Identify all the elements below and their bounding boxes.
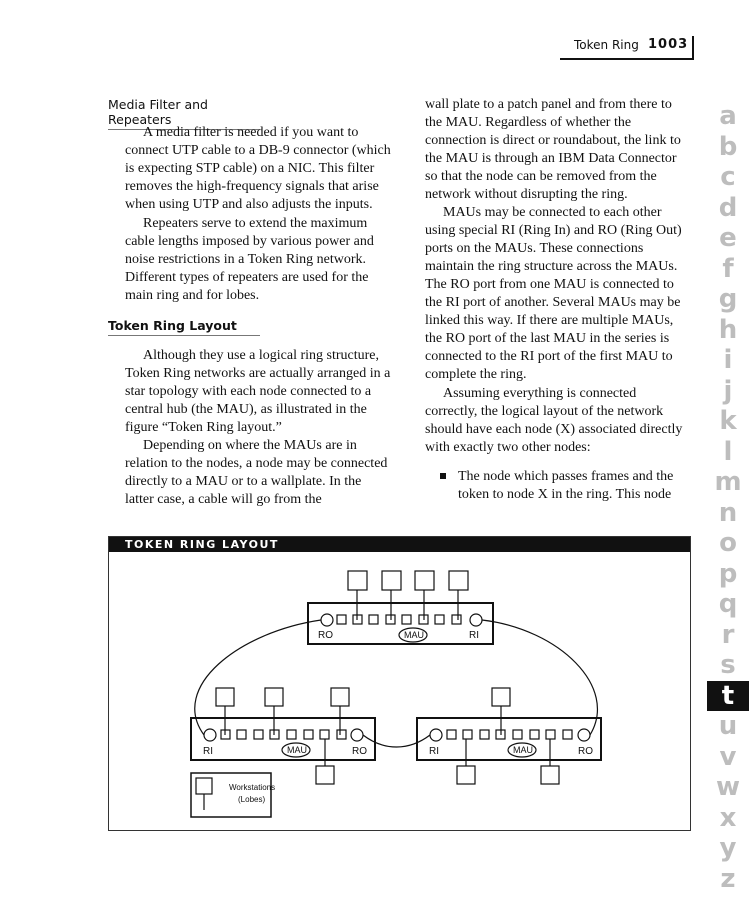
workstation	[492, 688, 510, 706]
mau-right-ri-label: RI	[429, 746, 439, 757]
legend-line2: (Lobes)	[238, 795, 266, 804]
mau-top-ro-port	[470, 614, 482, 626]
thumb-index-letter: x	[719, 802, 737, 833]
thumb-index-letter: p	[718, 558, 738, 589]
mau-top-label: MAU	[404, 630, 424, 640]
mau-top-ro-label: RO	[318, 630, 333, 641]
thumb-index-tab-g[interactable]	[707, 284, 749, 314]
mau-right-ro-label: RO	[578, 746, 593, 757]
mau-right-ri-port	[430, 729, 442, 741]
thumb-index-letter: u	[718, 711, 738, 741]
bullet-text: The node which passes frames and the token to node X in the ring. This node	[458, 469, 674, 502]
thumb-index-tab-x[interactable]	[707, 803, 749, 833]
thumb-index-letter: j	[723, 375, 733, 406]
thumb-index-letter: g	[718, 284, 738, 314]
thumb-index-tab-n[interactable]	[707, 498, 749, 528]
thumb-index-letter: m	[714, 467, 742, 497]
legend-line1: Workstations	[229, 783, 276, 792]
thumb-index-letter: i	[723, 345, 733, 375]
workstation	[265, 688, 283, 706]
thumb-index-letter: z	[720, 863, 736, 894]
thumb-index-letter: h	[718, 314, 738, 345]
mau-left-ro-label: RO	[352, 746, 367, 757]
thumb-index-tab-h[interactable]	[707, 315, 749, 345]
workstation	[415, 571, 434, 590]
thumb-index-letter: l	[723, 436, 733, 467]
thumb-index-tab-p[interactable]	[707, 559, 749, 589]
paragraph-mau-connections: MAUs may be connected to each other using special RI (Ring In) and RO (Ring Out) ports on the MAUs. These connections maintain the ring structure across the MAUs. The RO port from one MAU is connected to the RI port of another. Several MAUs may be linked this way. If there are multiple MAUs, the RO port of the last MAU in the series is connected to the RI port of the first MAU to complete the ring.	[425, 205, 682, 382]
thumb-index-tab-e[interactable]	[707, 223, 749, 253]
mau-left-ri-label: RI	[203, 746, 213, 757]
thumb-index-tab-m[interactable]	[707, 467, 749, 497]
thumb-index-letter: t	[721, 680, 735, 711]
thumb-index-tab-c[interactable]	[707, 162, 749, 192]
thumb-index-letter: n	[718, 497, 738, 528]
section-heading-media-filter: Media Filter and Repeaters	[108, 97, 260, 130]
thumb-index-tab-d[interactable]	[707, 193, 749, 223]
thumb-index-tab-i[interactable]	[707, 345, 749, 375]
workstation	[382, 571, 401, 590]
thumb-index-tab-q[interactable]	[707, 589, 749, 619]
thumb-index-letter: o	[719, 528, 737, 558]
mau-right-ro-port	[578, 729, 590, 741]
thumb-index-letter: r	[721, 619, 735, 650]
thumb-index-letter: q	[718, 589, 738, 619]
workstation	[316, 766, 334, 784]
header-title: Token Ring	[574, 38, 639, 52]
paragraph-wall-plate: wall plate to a patch panel and from there to the MAU. Regardless of whether the connection is direct or roundabout, the link to the MAU is through an IBM Data Connector so that the node can be removed from the network without disrupting the ring.	[425, 97, 681, 202]
thumb-index-letter: a	[719, 101, 737, 131]
thumb-index-tab-b[interactable]	[707, 132, 749, 162]
thumb-index-tab-a[interactable]	[707, 101, 749, 131]
figure-token-ring-layout	[108, 536, 691, 831]
thumb-index-tab-t[interactable]	[707, 681, 749, 711]
workstation	[216, 688, 234, 706]
token-ring-diagram	[109, 537, 690, 830]
thumb-index-letter: b	[718, 131, 738, 162]
mau-top-ri-port	[321, 614, 333, 626]
thumb-index-tab-j[interactable]	[707, 376, 749, 406]
running-header	[560, 36, 694, 60]
workstation	[541, 766, 559, 784]
thumb-index-tab-k[interactable]	[707, 406, 749, 436]
thumb-index-letter: w	[715, 772, 741, 802]
mau-left-label: MAU	[287, 745, 307, 755]
thumb-index-tab-z[interactable]	[707, 864, 749, 894]
thumb-index-tab-l[interactable]	[707, 437, 749, 467]
thumb-index-tab-w[interactable]	[707, 772, 749, 802]
thumb-index-tab-o[interactable]	[707, 528, 749, 558]
page-number: 1003	[648, 37, 689, 52]
thumb-index-tab-f[interactable]	[707, 254, 749, 284]
workstation	[331, 688, 349, 706]
thumb-index-tab-v[interactable]	[707, 742, 749, 772]
section-heading-token-ring-layout: Token Ring Layout	[108, 318, 260, 336]
mau-right	[417, 718, 601, 760]
paragraph-repeaters: Repeaters serve to extend the maximum cable lengths imposed by various power and noise restrictions in a Token Ring network. Different types of repeaters are used for the main ring and for lobes.	[125, 216, 374, 303]
workstation	[457, 766, 475, 784]
paragraph-layout-intro: Although they use a logical ring structure, Token Ring networks are actually arranged in a star topology with each node connected to a central hub (the MAU), as illustrated in the figure “Token Ring layout.”	[125, 348, 391, 435]
thumb-index-letter: f	[722, 253, 734, 284]
paragraph-mau-location: Depending on where the MAUs are in relation to the nodes, a node may be connected directly to a MAU or to a wallplate. In the latter case, a cable will go from the	[125, 438, 388, 507]
bullet-marker	[440, 473, 446, 479]
thumb-index-letter: k	[719, 406, 737, 436]
mau-left-ro-port	[351, 729, 363, 741]
workstation	[348, 571, 367, 590]
mau-top-ri-label: RI	[469, 630, 479, 641]
legend-workstation-icon	[196, 778, 212, 794]
thumb-index-letter: e	[719, 223, 737, 253]
paragraph-media-filter: A media filter is needed if you want to connect UTP cable to a DB-9 connector (which is expecting STP cable) on a NIC. This filter removes the high-frequency signals that arise when using UTP and also adjusts the inputs.	[125, 125, 391, 212]
thumb-index-letter: v	[719, 741, 737, 772]
ring-cable-left-to-right	[363, 735, 430, 747]
thumb-index-tab-y[interactable]	[707, 833, 749, 863]
thumb-index-tab-u[interactable]	[707, 711, 749, 741]
thumb-index-letter: d	[718, 192, 738, 223]
mau-left-ri-port	[204, 729, 216, 741]
mau-right-label: MAU	[513, 745, 533, 755]
workstation	[449, 571, 468, 590]
thumb-index-tab-r[interactable]	[707, 620, 749, 650]
paragraph-logical-layout: Assuming everything is connected correctly, the logical layout of the network should have each node (X) associated directly with exactly two other nodes:	[425, 386, 683, 455]
thumb-index-letter: c	[720, 162, 736, 192]
thumb-index-letter: y	[719, 833, 737, 863]
mau-left	[191, 718, 375, 760]
thumb-index-tab-s[interactable]	[707, 650, 749, 680]
thumb-index-letter: s	[720, 650, 736, 680]
figure-title: TOKEN RING LAYOUT	[125, 538, 279, 551]
